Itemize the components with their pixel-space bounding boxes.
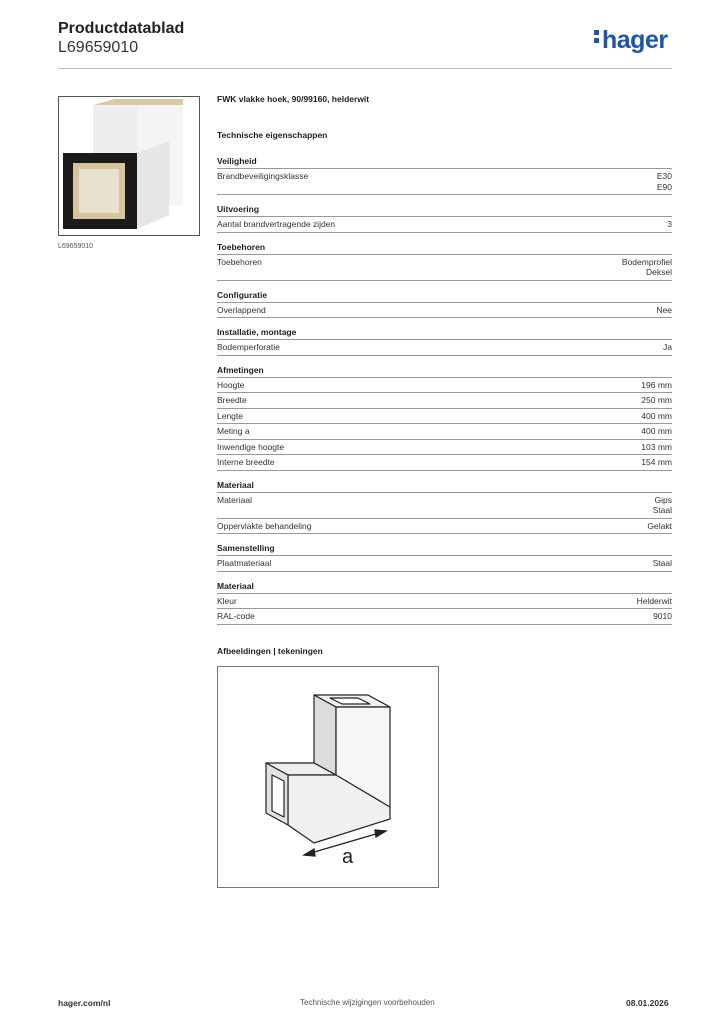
elbow-drawing-icon: [218, 667, 438, 887]
spec-value: [641, 426, 672, 437]
spec-label: Bodemperforatie: [217, 342, 280, 352]
spec-group: [217, 242, 672, 281]
spec-value-line: 400 mm: [641, 426, 672, 436]
spec-label: Overlappend: [217, 304, 266, 315]
dimension-label: a: [342, 846, 354, 868]
spec-value: [641, 442, 672, 453]
spec-value-line: 154 mm: [641, 457, 672, 467]
spec-value-line: E30: [656, 171, 672, 181]
spec-value-line: 103 mm: [641, 441, 672, 452]
spec-value-line: 196 mm: [641, 379, 672, 390]
spec-row: [217, 556, 672, 572]
spec-group-title: Installatie, montage: [217, 327, 672, 340]
spec-label: Inwendige hoogte: [217, 441, 285, 452]
spec-group-title: Veiligheid: [217, 156, 672, 169]
spec-group-title: Toebehoren: [217, 242, 672, 255]
spec-label: Kleur: [217, 595, 237, 606]
spec-label: Breedte: [217, 395, 247, 405]
spec-row: [217, 424, 672, 440]
spec-group-title: Materiaal: [217, 581, 672, 594]
spec-value: [641, 457, 672, 468]
spec-row: [217, 440, 672, 456]
spec-value-line: E90: [656, 181, 672, 192]
section-heading: Technische eigenschappen: [217, 130, 328, 140]
spec-label: Brandbeveiligingsklasse: [217, 171, 309, 181]
spec-group: [217, 365, 672, 471]
product-code: L69659010: [58, 39, 139, 56]
spec-row: [217, 455, 672, 471]
spec-group: [217, 327, 672, 356]
footer-website[interactable]: hager.com/nl: [58, 998, 111, 1008]
drawings-heading: Afbeeldingen | tekeningen: [217, 646, 323, 656]
spec-label: Materiaal: [217, 494, 252, 505]
spec-label: RAL-code: [217, 611, 255, 621]
image-caption: L69659010: [58, 243, 94, 250]
spec-label: Meting a: [217, 426, 250, 436]
product-photo-icon: [59, 97, 199, 235]
spec-group-title: Samenstelling: [217, 543, 672, 556]
spec-group: [217, 543, 672, 572]
spec-value: [641, 395, 672, 406]
spec-value-line: Nee: [656, 304, 672, 315]
technical-drawing: [217, 666, 439, 888]
spec-group-title: Configuratie: [217, 290, 672, 303]
spec-row: [217, 519, 672, 535]
spec-group-title: Materiaal: [217, 480, 672, 493]
spec-panel: [217, 94, 672, 634]
footer-date: 08.01.2026: [626, 998, 669, 1008]
spec-value: [663, 342, 672, 353]
spec-group-title: Afmetingen: [217, 365, 672, 378]
footer-disclaimer: Technische wijzigingen voorbehouden: [300, 998, 435, 1007]
spec-row: [217, 409, 672, 425]
spec-value: [641, 380, 672, 391]
spec-label: Plaatmateriaal: [217, 558, 272, 568]
spec-row: [217, 255, 672, 281]
spec-value: [656, 305, 672, 316]
spec-group-title: Uitvoering: [217, 204, 672, 217]
spec-value: [657, 171, 672, 192]
spec-row: [217, 493, 672, 519]
spec-value-line: 9010: [653, 611, 672, 621]
spec-value: [641, 411, 672, 422]
spec-label: Aantal brandvertragende zijden: [217, 219, 336, 229]
spec-group: [217, 480, 672, 535]
spec-row: [217, 378, 672, 394]
spec-value-line: 400 mm: [641, 410, 672, 421]
spec-value: [667, 219, 672, 230]
spec-value-line: Deksel: [646, 267, 672, 277]
spec-group: [217, 290, 672, 319]
spec-label: Lengte: [217, 410, 243, 421]
spec-value-line: 3: [667, 219, 672, 229]
logo-text: hager: [602, 26, 668, 54]
spec-value: [653, 495, 672, 516]
spec-label: Toebehoren: [217, 256, 262, 267]
spec-groups: [217, 156, 672, 625]
spec-value-line: Gelakt: [647, 520, 672, 531]
product-name: FWK vlakke hoek, 90/99160, helderwit: [217, 94, 370, 104]
spec-group: [217, 156, 672, 195]
spec-value-line: Helderwit: [636, 595, 672, 606]
spec-value: [653, 558, 672, 569]
header-divider: [58, 68, 672, 69]
spec-value-line: 250 mm: [641, 395, 672, 405]
spec-group: [217, 204, 672, 233]
spec-value: [637, 596, 672, 607]
spec-row: [217, 609, 672, 625]
spec-value-line: Staal: [652, 558, 672, 568]
spec-value-line: Staal: [652, 505, 672, 515]
spec-value: [622, 257, 672, 278]
spec-row: [217, 594, 672, 610]
page-title: Productdatablad: [58, 20, 185, 37]
spec-value-line: Gips: [654, 494, 672, 505]
spec-row: [217, 303, 672, 319]
spec-row: [217, 393, 672, 409]
spec-label: Interne breedte: [217, 457, 275, 467]
spec-label: Hoogte: [217, 379, 245, 390]
spec-row: [217, 340, 672, 356]
spec-value: [653, 611, 672, 622]
product-photo: [58, 96, 200, 236]
spec-row: [217, 169, 672, 195]
logo-dots-icon: [594, 27, 599, 46]
spec-value-line: Ja: [663, 342, 672, 352]
spec-label: Oppervlakte behandeling: [217, 520, 312, 531]
spec-row: [217, 217, 672, 233]
spec-group: [217, 581, 672, 625]
spec-value-line: Bodemprofiel: [621, 256, 672, 267]
hager-logo: [594, 26, 668, 55]
spec-value: [647, 521, 672, 532]
